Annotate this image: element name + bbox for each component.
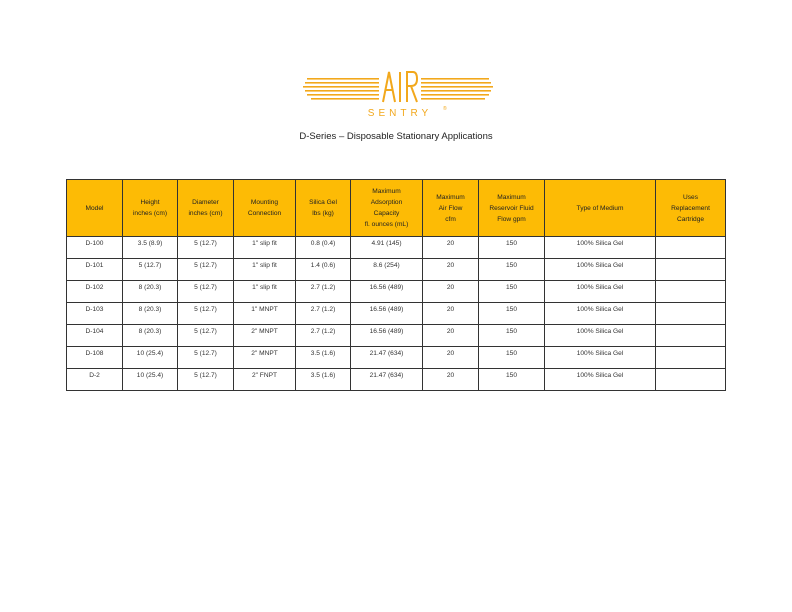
cell-silica-gel: 0.8 (0.4) (296, 237, 351, 259)
header-line: fl. ounces (mL) (364, 221, 409, 228)
cell-type-of-medium: 100% Silica Gel (545, 281, 656, 303)
header-line: Adsorption (370, 199, 403, 206)
header-line: Maximum (372, 188, 401, 195)
table-row (67, 259, 726, 281)
cell-mounting-connection: 1" slip fit (234, 281, 296, 303)
cell-mounting-connection: 1" MNPT (234, 303, 296, 325)
cell-max-air-flow: 20 (423, 347, 479, 369)
cell-type-of-medium: 100% Silica Gel (545, 325, 656, 347)
cell-max-adsorption-capacity: 16.56 (489) (351, 281, 423, 303)
cell-model: D-103 (67, 303, 123, 325)
column-header-mounting-connection (234, 180, 296, 237)
logo-mark-icon (303, 70, 493, 122)
cell-type-of-medium: 100% Silica Gel (545, 237, 656, 259)
header-line: Height (140, 199, 160, 206)
header-line: Air Flow (438, 204, 463, 212)
cell-model: D-100 (67, 237, 123, 259)
cell-diameter: 5 (12.7) (178, 281, 234, 303)
table-row (67, 325, 726, 347)
header-line: Reservoir Fluid (489, 204, 534, 212)
header-line: Mounting (250, 199, 279, 206)
table-row (67, 303, 726, 325)
header-line: Uses (682, 193, 699, 201)
cell-max-reservoir-fluid-flow: 150 (479, 303, 545, 325)
cell-silica-gel: 2.7 (1.2) (296, 325, 351, 347)
cell-diameter: 5 (12.7) (178, 237, 234, 259)
cell-diameter: 5 (12.7) (178, 369, 234, 391)
table-body (67, 237, 726, 391)
cell-max-air-flow: 20 (423, 369, 479, 391)
cell-mounting-connection: 2" MNPT (234, 325, 296, 347)
cell-type-of-medium: 100% Silica Gel (545, 347, 656, 369)
svg-text:®: ® (443, 106, 447, 112)
cell-max-air-flow: 20 (423, 303, 479, 325)
air-sentry-logo (303, 70, 493, 122)
cell-diameter: 5 (12.7) (178, 325, 234, 347)
cell-max-reservoir-fluid-flow: 150 (479, 259, 545, 281)
cell-max-reservoir-fluid-flow: 150 (479, 325, 545, 347)
cell-model: D-101 (67, 259, 123, 281)
cell-max-air-flow: 20 (423, 259, 479, 281)
cell-mounting-connection: 1" slip fit (234, 237, 296, 259)
cell-diameter: 5 (12.7) (178, 303, 234, 325)
header-line: Maximum (497, 193, 526, 201)
header-line: cfm (445, 215, 456, 223)
column-header-silica-gel (296, 180, 351, 237)
cell-uses-replacement-cartridge (656, 369, 726, 391)
specifications-table (66, 179, 726, 391)
cell-uses-replacement-cartridge (656, 303, 726, 325)
table-row (67, 281, 726, 303)
cell-diameter: 5 (12.7) (178, 347, 234, 369)
cell-uses-replacement-cartridge (656, 325, 726, 347)
cell-max-air-flow: 20 (423, 281, 479, 303)
cell-model: D-2 (67, 369, 123, 391)
cell-max-adsorption-capacity: 21.47 (634) (351, 347, 423, 369)
cell-mounting-connection: 2" FNPT (234, 369, 296, 391)
cell-type-of-medium: 100% Silica Gel (545, 259, 656, 281)
cell-height: 10 (25.4) (123, 369, 178, 391)
cell-type-of-medium: 100% Silica Gel (545, 303, 656, 325)
cell-silica-gel: 3.5 (1.6) (296, 369, 351, 391)
cell-mounting-connection: 2" MNPT (234, 347, 296, 369)
cell-height: 8 (20.3) (123, 325, 178, 347)
cell-model: D-108 (67, 347, 123, 369)
table-row (67, 369, 726, 391)
document-title: D-Series – Disposable Stationary Applications (299, 131, 493, 142)
header-line: Silica Gel (309, 199, 337, 206)
cell-uses-replacement-cartridge (656, 237, 726, 259)
header-line: Replacement (671, 204, 710, 212)
cell-max-air-flow: 20 (423, 237, 479, 259)
header-line: Capacity (373, 210, 400, 217)
header-line: inches (cm) (132, 210, 168, 217)
cell-model: D-104 (67, 325, 123, 347)
column-header-model (67, 180, 123, 237)
cell-type-of-medium: 100% Silica Gel (545, 369, 656, 391)
cell-max-air-flow: 20 (423, 325, 479, 347)
header-line: Cartridge (676, 215, 705, 223)
cell-max-adsorption-capacity: 4.91 (145) (351, 237, 423, 259)
cell-mounting-connection: 1" slip fit (234, 259, 296, 281)
cell-height: 8 (20.3) (123, 281, 178, 303)
table-row (67, 347, 726, 369)
svg-text:SENTRY: SENTRY (367, 108, 433, 119)
cell-max-reservoir-fluid-flow: 150 (479, 347, 545, 369)
cell-max-adsorption-capacity: 8.6 (254) (351, 259, 423, 281)
header-line: Diameter (192, 199, 219, 206)
column-header-height (123, 180, 178, 237)
cell-model: D-102 (67, 281, 123, 303)
header-line: Maximum (436, 193, 465, 201)
table-header-row (67, 180, 726, 237)
cell-diameter: 5 (12.7) (178, 259, 234, 281)
cell-uses-replacement-cartridge (656, 259, 726, 281)
cell-max-reservoir-fluid-flow: 150 (479, 369, 545, 391)
cell-max-reservoir-fluid-flow: 150 (479, 237, 545, 259)
cell-height: 8 (20.3) (123, 303, 178, 325)
header-line: inches (cm) (188, 210, 223, 217)
cell-uses-replacement-cartridge (656, 347, 726, 369)
header-line: Flow gpm (497, 215, 526, 223)
cell-max-reservoir-fluid-flow: 150 (479, 281, 545, 303)
column-header-max-reservoir-fluid-flow (479, 180, 545, 237)
cell-height: 5 (12.7) (123, 259, 178, 281)
cell-height: 10 (25.4) (123, 347, 178, 369)
column-header-max-air-flow (423, 180, 479, 237)
column-header-uses-replacement-cartridge (656, 180, 726, 237)
cell-max-adsorption-capacity: 16.56 (489) (351, 303, 423, 325)
cell-uses-replacement-cartridge (656, 281, 726, 303)
column-header-max-adsorption-capacity (351, 180, 423, 237)
column-header-type-of-medium (545, 180, 656, 237)
cell-silica-gel: 3.5 (1.6) (296, 347, 351, 369)
cell-silica-gel: 2.7 (1.2) (296, 303, 351, 325)
cell-silica-gel: 2.7 (1.2) (296, 281, 351, 303)
header-line: Model (85, 204, 104, 212)
table-row (67, 237, 726, 259)
header-line: Connection (247, 210, 282, 217)
cell-max-adsorption-capacity: 16.56 (489) (351, 325, 423, 347)
cell-silica-gel: 1.4 (0.6) (296, 259, 351, 281)
header-line: lbs (kg) (312, 210, 334, 217)
cell-max-adsorption-capacity: 21.47 (634) (351, 369, 423, 391)
header-line: Type of Medium (576, 204, 624, 212)
column-header-diameter (178, 180, 234, 237)
cell-height: 3.5 (8.9) (123, 237, 178, 259)
